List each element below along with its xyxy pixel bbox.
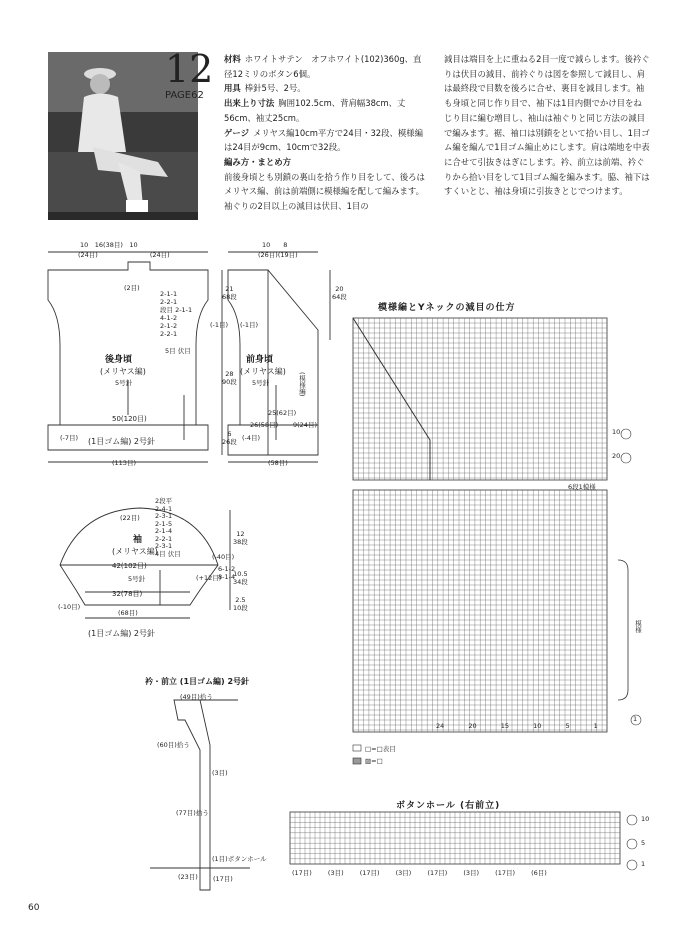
materials-text: ホワイトサテン オフホワイト(102)360g、直径12ミリのボタン6個。 [224, 54, 422, 79]
back-side1: 21 68段 [222, 285, 237, 301]
materials-label: 材料 [224, 54, 241, 64]
sleeve-right1: 12 38段 [233, 530, 248, 546]
collar-pick1: (49目)拾う [180, 693, 213, 701]
sleeve-wide: 42(102目) [112, 562, 147, 570]
yneck-chart [353, 318, 607, 480]
front-hem: (58目) [268, 459, 288, 467]
tools-label: 用具 [224, 83, 241, 94]
sleeve-inc-rates: 6-1-2 8-1-4 [218, 565, 236, 581]
sleeve-top: (22目) [120, 514, 140, 522]
chart1-row20: 20 [612, 452, 621, 460]
page-reference: PAGE62 [165, 90, 204, 101]
front-width: 25(62目) [268, 409, 297, 417]
method-continued: 減目は端目を上に重ねる2目一度で減らします。後衿ぐりは伏目の減目、前衿ぐりは図を参照して減目し、肩は最終段で目数を後ろに合せ、裏目を減目します。袖も身頃と同じ作り目で、袖下は1目内側でかけ目をねじり目に編む増目し、袖山は袖ぐりと同じ方法の減目で編みます。裾、袖口は別鎖をといて拾い目し、1目ゴム編を編んで1目ゴム編止めにします。肩は端地を中表に合せて引抜きはぎにします。衿、前立は前端、衿ぐりから拾い目をして1目ゴム編を編みます。脇、袖下はすくいとじ、袖は身頃に引抜きとじでつけます。 [444, 54, 650, 197]
bh-row1: 1 [641, 860, 646, 868]
legend-b: ▨=□ [365, 757, 383, 765]
front-needle: 5号針 [252, 379, 270, 387]
front-title: 前身頃 [246, 355, 274, 365]
back-needle: 5号針 [115, 379, 133, 387]
gauge-label: ゲージ [224, 127, 249, 138]
back-dec: (-7目) [60, 434, 79, 442]
chart-col-nums: 24 20 15 10 5 1 [436, 722, 598, 730]
pattern-number: 12 [165, 47, 214, 91]
method-paragraph: 前後身頃とも別鎖の裏山を拾う作り目をして、後ろはメリヤス編、前は前端側に模様編を配して編みます。袖ぐりの2目以上の減目は伏目、1目の [224, 171, 425, 212]
method-title: 編み方・まとめ方 [224, 156, 291, 167]
back-rib: (1目ゴム編) 2号針 [88, 437, 155, 446]
sleeve-title: 袖 [133, 535, 143, 545]
back-shape: 2-1-1 2-2-1 段目 2-1-1 4-1-2 2-1-2 2-2-1 [160, 290, 193, 338]
yneck-chart-title: 模様編とYネックの減目の仕方 [378, 303, 516, 313]
front-side: 20 64段 [332, 285, 347, 301]
back-top-dim: 10 16(38目) 10 [80, 241, 138, 249]
chart1-row10: 10 [612, 428, 621, 436]
bh-row10: 10 [641, 815, 650, 823]
buttonhole-nums: (17目) (3目) (17目) (3目) (17目) (3目) (17目) (6目) [292, 869, 547, 877]
sleeve-dec2: (-10目) [58, 603, 81, 611]
gauge-text: メリヤス編10cm平方で24目・32段、模様編は24目が9cm、10cmで32段。 [224, 127, 423, 153]
back-top-dim2: (24目) (24目) [78, 251, 170, 259]
size-text: 胸囲102.5cm、背肩幅38cm、丈56cm、袖丈25cm。 [224, 98, 406, 123]
front-top-dim: 10 8 [262, 241, 288, 249]
collar-bottom: (23目) [178, 873, 198, 881]
chart1-labelA: 6段1模様 [568, 483, 596, 491]
sleeve-inc: (+12目) [196, 574, 222, 582]
collar-title: 衿・前立 (1目ゴム編) 2号針 [145, 677, 250, 686]
chart1-labelB: 模様 [634, 620, 642, 633]
back-hem: (113目) [112, 459, 136, 467]
sleeve-rib: (1目ゴム編) 2号針 [88, 629, 155, 638]
sleeve-narrow: 32(78目) [112, 590, 143, 598]
collar-pick3: (77目)拾う [176, 809, 209, 817]
back-sub: (メリヤス編) [100, 367, 146, 376]
sleeve-cap: 2段平 2-4-1 2-3-1 2-1-5 2-1-4 2-2-1 2-3-1 4目 伏目 [155, 497, 181, 558]
collar-outline [174, 700, 210, 890]
buttonhole-chart [290, 812, 620, 864]
front-dec: (-4目) [242, 434, 261, 442]
size-label: 出来上り寸法 [224, 98, 275, 109]
sleeve-sub: (メリヤス編) [112, 547, 158, 556]
back-width: 50(120目) [112, 415, 147, 423]
tools-text: 棒針5号、2号。 [244, 83, 306, 94]
back-side3: 6 26段 [222, 430, 237, 446]
sleeve-right3: 2.5 10段 [233, 596, 248, 612]
front-inc: (-1目) [240, 321, 259, 329]
sleeve-right2: 10.5 34段 [233, 570, 248, 586]
pattern-chart [353, 490, 607, 732]
buttonhole-title: ボタンホール (右前立) [396, 801, 501, 811]
back-side2: 28 90段 [222, 370, 237, 386]
front-band: 9(24目) [293, 421, 317, 429]
collar-r17: (17目) [213, 875, 233, 883]
page-number: 60 [28, 903, 40, 913]
sleeve-dec: (-40目) [212, 553, 235, 561]
back-title: 後身頃 [105, 355, 133, 365]
bh-row5: 5 [641, 839, 646, 847]
front-lower: 26(58目) [250, 421, 279, 429]
front-top-dim2: (26目)(19目) [258, 251, 298, 259]
chart1-row1: 1 [633, 715, 638, 723]
sleeve-hem: (68目) [118, 609, 138, 617]
front-pattern: (模様編) [298, 372, 306, 397]
collar-rows: (3目) [212, 769, 228, 777]
sleeve-needle: 5号針 [128, 575, 146, 583]
back-inc: (-1目) [210, 321, 229, 329]
back-cast: 5目 伏目 [165, 347, 191, 355]
back-neck: (2目) [124, 284, 140, 292]
legend-a: □=□表目 [365, 745, 396, 753]
collar-btn: (1目)ボタンホール [212, 855, 267, 863]
front-sub: (メリヤス編) [240, 367, 286, 376]
collar-pick2: (60目)拾う [157, 741, 190, 749]
